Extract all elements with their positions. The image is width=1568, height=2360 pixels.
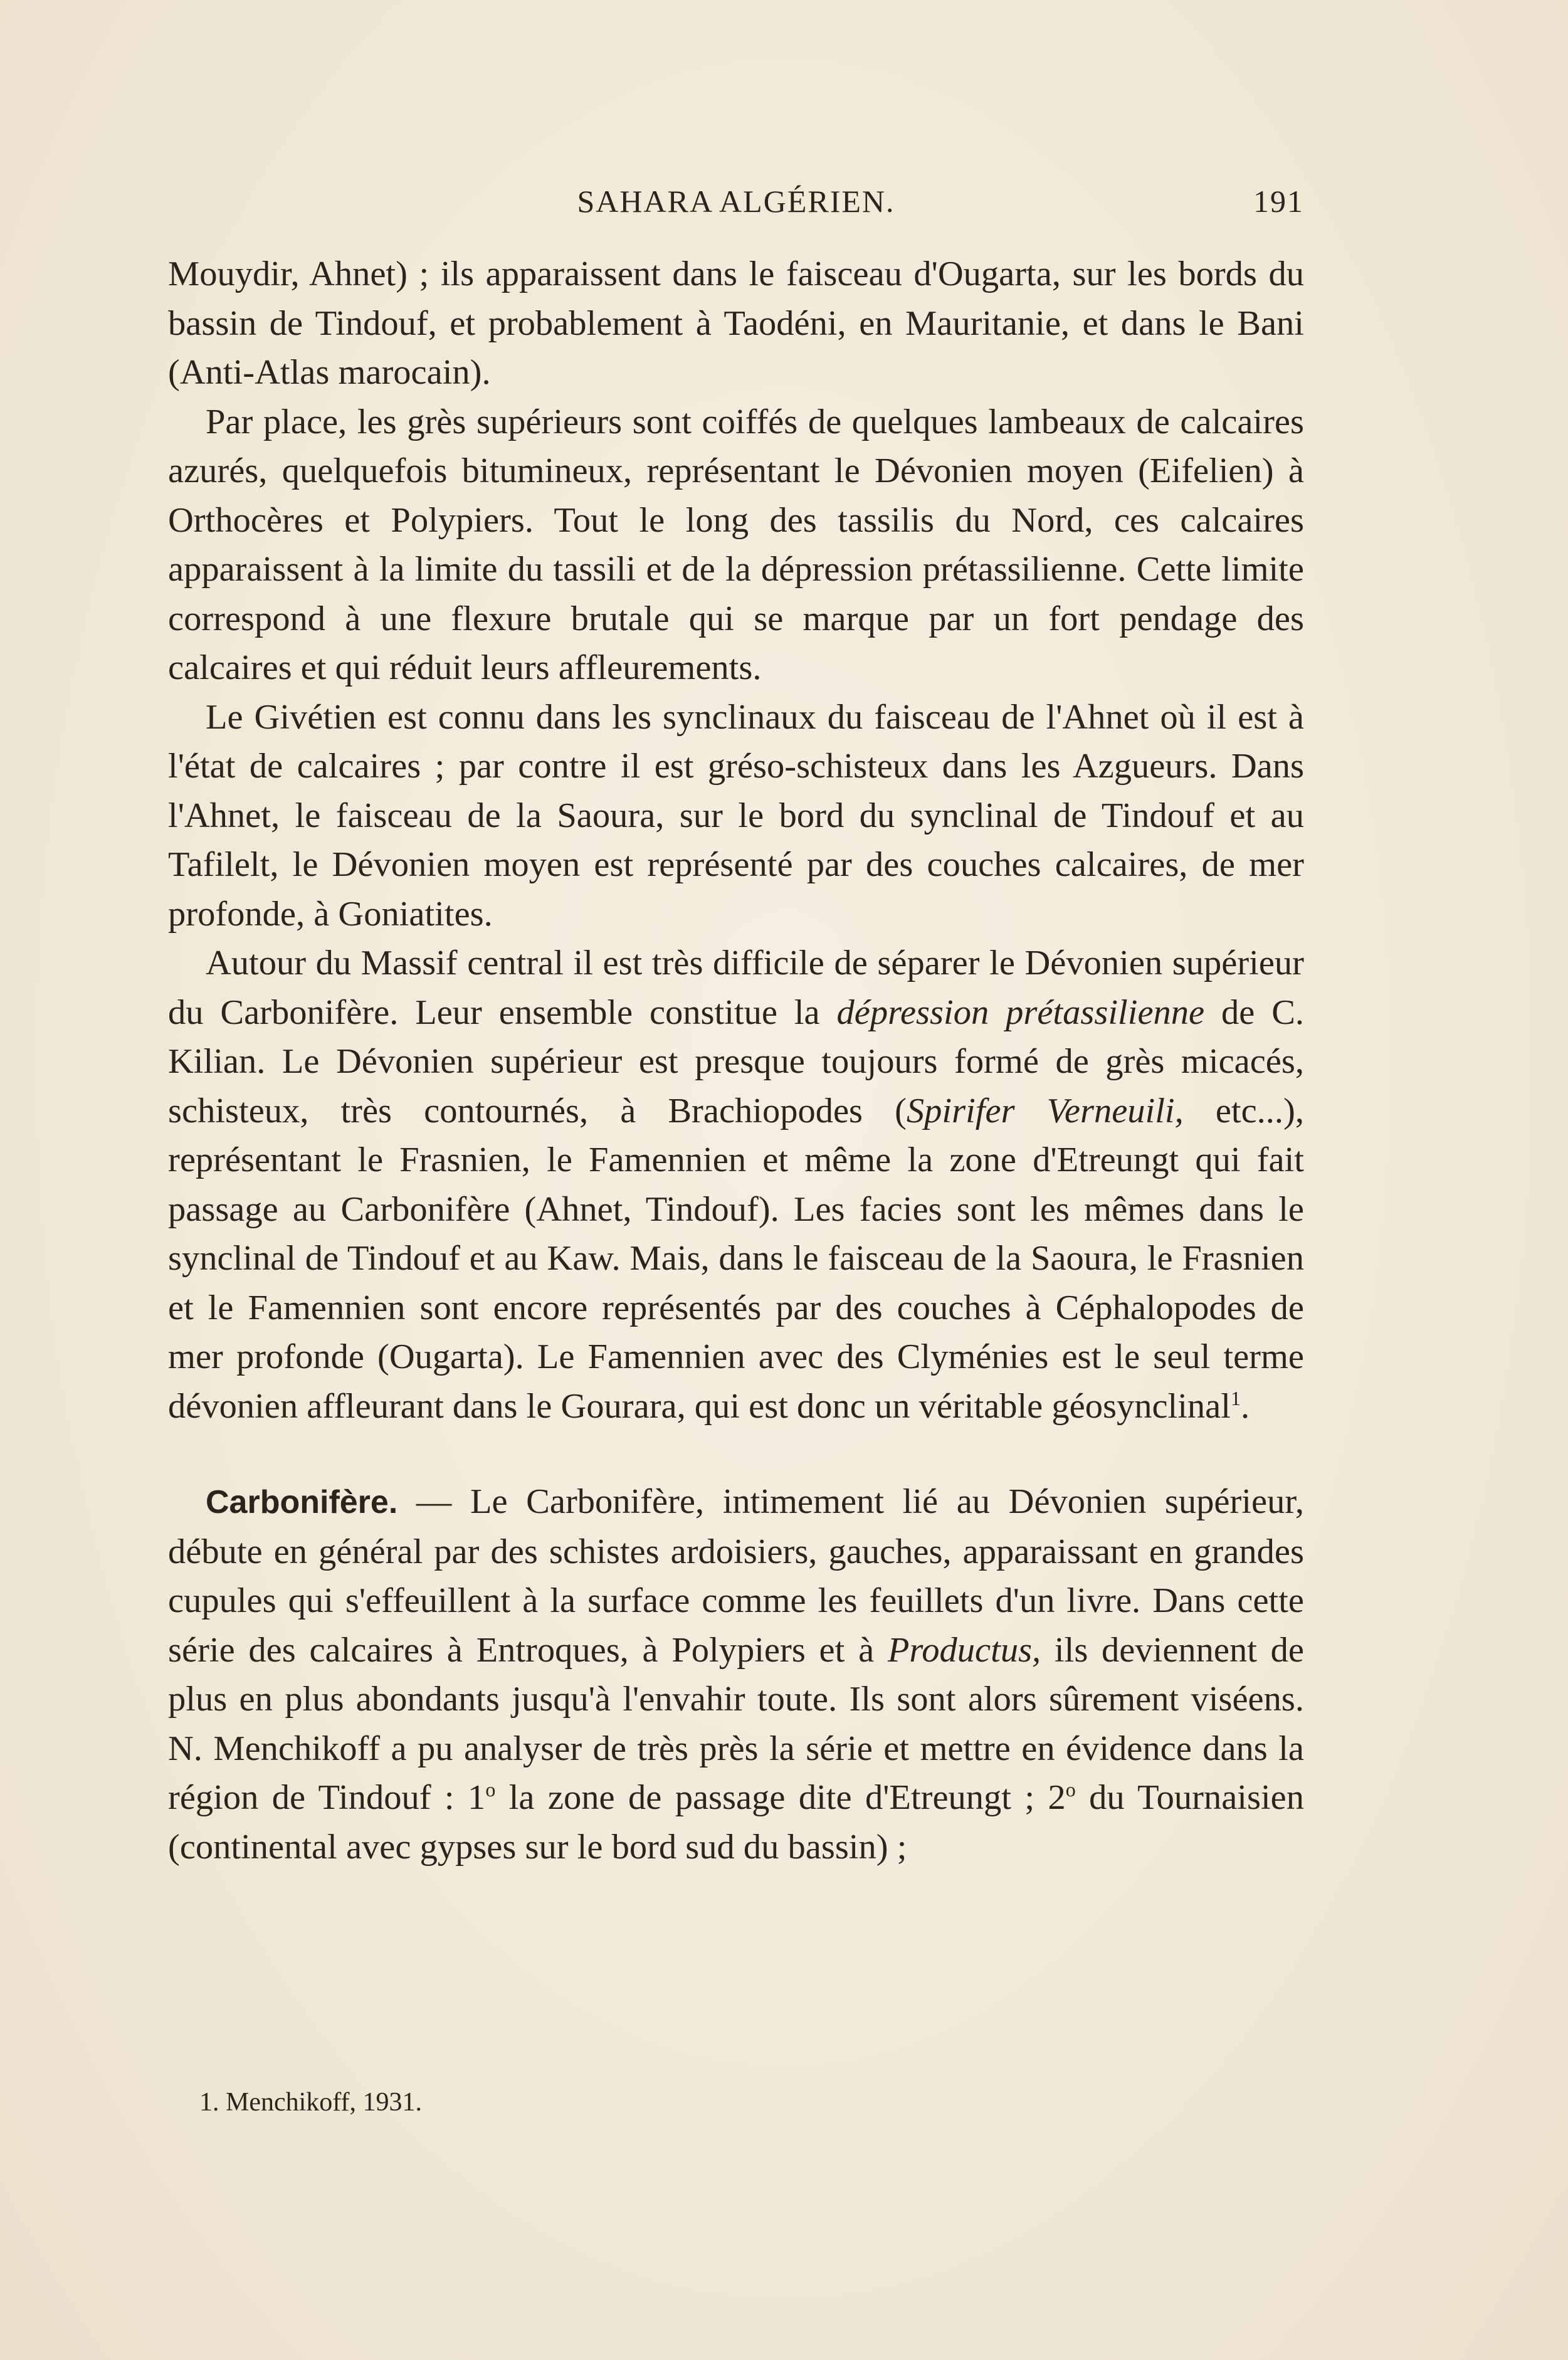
ordinal-1: o: [485, 1778, 496, 1801]
p5-text-a: — Le Carbonifère, intimement lié au Dévonien supérieur, débute en général par des schistes ardoisiers, gauches, apparaissant en grandes cupules qui s'effeuillent à la surface comme les feuillets d'un livre. Dans cette série des calcaires à Entroques, à Polypiers et à: [168, 1482, 1304, 1670]
p4-text-e: etc...), représentant le Frasnien, le Famennien et même la zone d'Etreungt qui fait passage au Carbonifère (Ahnet, Tindouf). Les facies sont les mêmes dans le synclinal de Tindouf et au Kaw. Mais, dans le faisceau de la Saoura, le Frasnien et le Famennien sont encore représentés par des couches à Céphalopodes de mer profonde (Ougarta). Le Famennien avec des Clyménies est le seul terme dévonien affleurant dans le Gourara, qui est donc un véritable géosynclinal: [168, 1091, 1304, 1426]
p5-text-c: ils deviennent de plus en plus abondants jusqu'à l'envahir toute. Ils sont alors sûrement viséens. N. Menchikoff a pu analyser de très près la série et mettre en évidence dans la région de Tindouf : 1: [168, 1630, 1304, 1817]
section-spacer: [168, 1431, 1304, 1477]
p5-text-e: du Tournaisien (continental avec gypses sur le bord sud du bassin) ;: [168, 1778, 1304, 1867]
footnote-reference: 1: [1230, 1386, 1241, 1409]
paragraph-1: Mouydir, Ahnet) ; ils apparaissent dans le faisceau d'Ougarta, sur les bords du bassin de Tindouf, et probablement à Taodéni, en Mauritanie, et dans le Bani (Anti-Atlas marocain).: [168, 255, 1304, 392]
footnote: 1. Menchikoff, 1931.: [199, 2088, 423, 2117]
ordinal-2: o: [1065, 1778, 1076, 1801]
p4-text-c: de C. Kilian. Le Dévonien supérieur est presque toujours formé de grès micacés, schisteux, très contournés, à Brachiopodes (: [168, 993, 1305, 1130]
p4-text-f: .: [1240, 1386, 1250, 1426]
p5-italic-genus: Productus,: [887, 1630, 1041, 1670]
paragraph-4: [168, 939, 1304, 1431]
paragraph-3: Le Givétien est connu dans les synclinaux du faisceau de l'Ahnet où il est à l'état de calcaires ; par contre il est gréso-schisteux dans les Azgueurs. Dans l'Ahnet, le faisceau de la Saoura, sur le bord du synclinal de Tindouf et au Tafilelt, le Dévonien moyen est représenté par des couches calcaires, de mer profonde, à Goniatites.: [168, 697, 1304, 934]
paragraph-5: [168, 1477, 1304, 1872]
running-title: SAHARA ALGÉRIEN.: [577, 184, 895, 219]
main-text: [168, 250, 1304, 1872]
section-heading-carbonifere: Carbonifère.: [206, 1484, 398, 1520]
p4-text-a: Autour du Massif central il est très difficile de séparer le Dévonien supérieur du Carbonifère. Leur ensemble constitue la: [168, 944, 1304, 1032]
running-header: [168, 183, 1304, 227]
page-number: 191: [1253, 184, 1304, 219]
p4-italic-term: dépression prétassilienne: [836, 993, 1205, 1032]
paragraph-2: Par place, les grès supérieurs sont coiffés de quelques lambeaux de calcaires azurés, quelquefois bitumineux, représentant le Dévonien moyen (Eifelien) à Orthocères et Polypiers. Tout le long des tassilis du Nord, ces calcaires apparaissent à la limite du tassili et de la dépression prétassilienne. Cette limite correspond à une flexure brutale qui se marque par un fort pendage des calcaires et qui réduit leurs affleurements.: [168, 402, 1304, 687]
p4-italic-species: Spirifer Verneuili,: [906, 1091, 1184, 1130]
p5-text-d: la zone de passage dite d'Etreungt ; 2: [495, 1778, 1066, 1817]
